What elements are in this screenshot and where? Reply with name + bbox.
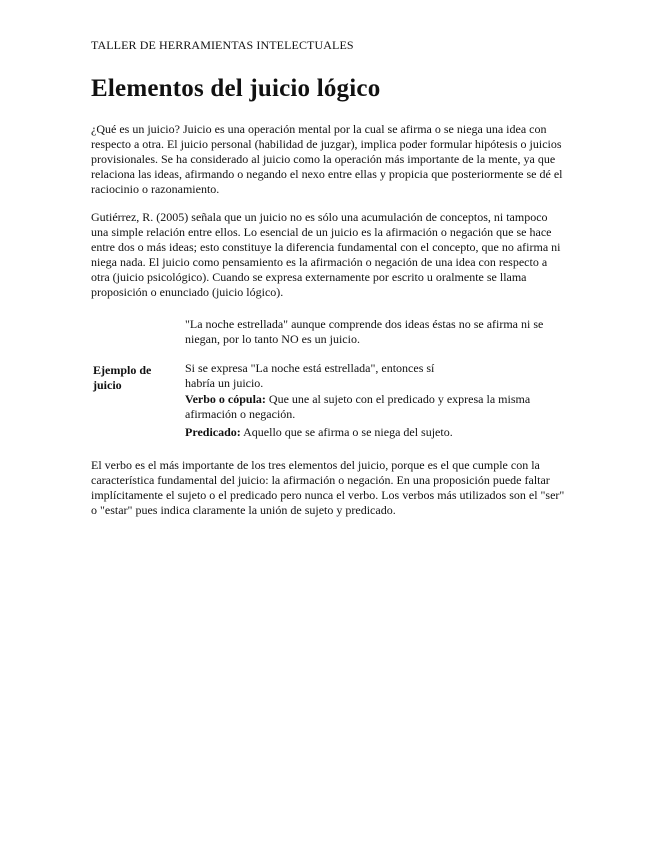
example-predicate <box>185 425 565 440</box>
example-predicate-text <box>185 425 565 440</box>
example-verb <box>185 392 565 422</box>
page-title: Elementos del juicio lógico <box>91 75 381 102</box>
predicate-term: Predicado: <box>185 425 241 439</box>
paragraph-verb: El verbo es el más importante de los tres elementos del juicio, porque es el que cumple con la característica fundamental del juicio: la afirmación o negación. En una proposición puede faltar implícitamente el sujeto o el predicado pero nunca el verbo. Los verbos más utilizados son el "ser" o "estar" pues indica claramente la unión de sujeto y predicado. <box>91 458 565 517</box>
example-not-judgment <box>185 317 565 347</box>
example-is-judgment <box>185 361 565 391</box>
predicate-definition: Aquello que se afirma o se niega del sujeto. <box>240 425 453 439</box>
example-is-judgment-text: Si se expresa "La noche está estrellada", entonces sí habría un juicio. <box>185 361 435 390</box>
verb-term: Verbo o cópula: <box>185 392 266 406</box>
paragraph-definition: ¿Qué es un juicio? Juicio es una operación mental por la cual se afirma o se niega una idea con respecto a otra. El juicio personal (habilidad de juzgar), implica poder formular hipótesis o juicios provisionales. Se ha considerado al juicio como la operación más importante de la mente, ya que relaciona las ideas, afirmando o negando el nexo entre ellas y propicia que posteriormente se dé el raciocinio o razonamiento. <box>91 122 563 196</box>
paragraph-gutierrez: Gutiérrez, R. (2005) señala que un juicio no es sólo una acumulación de conceptos, ni tampoco una simple relación entre ellos. Lo esencial de un juicio es la afirmación o negación que se hace entre dos o más ideas; esto constituye la diferencia fundamental con el concepto, que no afirma ni niega nada. El juicio como pensamiento es la afirmación o negación de una idea con respecto a otra (juicio psicológico). Cuando se expresa externamente por escrito u oralmente se llama proposición o enunciado (juicio lógico). <box>91 210 561 299</box>
example-verb-text <box>185 392 565 422</box>
running-header: TALLER DE HERRAMIENTAS INTELECTUALES <box>91 38 354 52</box>
verb-definition: Que une al sujeto con el predicado y expresa la misma afirmación o negación. <box>185 392 531 421</box>
example-label: Ejemplo de juicio <box>93 363 152 392</box>
example-not-judgment-text: "La noche estrellada" aunque comprende dos ideas éstas no se afirma ni se niegan, por lo tanto NO es un juicio. <box>185 317 544 346</box>
